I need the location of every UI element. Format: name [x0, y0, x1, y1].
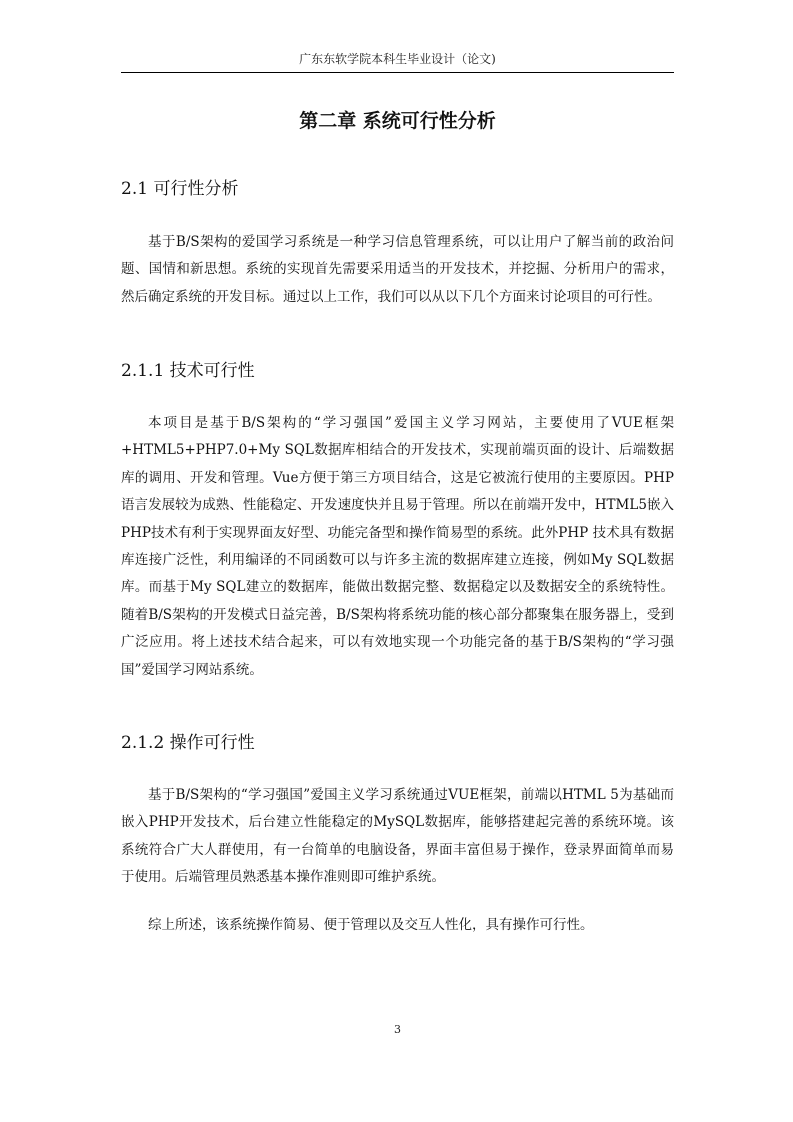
section-2-1-2-paragraph-1: 基于B/S架构的“学习强国”爱国主义学习系统通过VUE框架，前端以HTML 5为基础而嵌入PHP开发技术，后台建立性能稳定的MySQL数据库，能够搭建起完善的系统环境。该系统符合广大人群使用，有一台简单的电脑设备，界面丰富但易于操作，登录界面简单而易于使用。后端管理员熟悉基本操作准则即可维护系统。 [121, 787, 674, 886]
section-heading-2-1: 2.1 可行性分析 [121, 179, 239, 199]
section-2-1-1-paragraph: 本项目是基于B/S架构的“学习强国”爱国主义学习网站，主要使用了VUE框架+HTML5+PHP7.0+My SQL数据库相结合的开发技术，实现前端页面的设计、后端数据库的调用、开发和管理。Vue方便于第三方项目结合，这是它被流行使用的主要原因。PHP语言发展较为成熟、性能稳定、开发速度快并且易于管理。所以在前端开发中，HTML5嵌入PHP技术有利于实现界面友好型、功能完备型和操作简易型的系统。此外PHP 技术具有数据库连接广泛性，利用编译的不同函数可以与许多主流的数据库建立连接，例如My SQL数据库。而基于My SQL建立的数据库，能做出数据完整、数据稳定以及数据安全的系统特性。随着B/S架构的开发模式日益完善，B/S架构将系统功能的核心部分都聚集在服务器上，受到广泛应用。将上述技术结合起来，可以有效地实现一个功能完备的基于B/S架构的“学习强国”爱国学习网站系统。 [121, 415, 674, 678]
running-header: 广东东软学院本科生毕业设计（论文) [121, 48, 674, 73]
page-number: 3 [394, 1023, 401, 1036]
section-2-1-paragraph: 基于B/S架构的爱国学习系统是一种学习信息管理系统，可以让用户了解当前的政治问题、国情和新思想。系统的实现首先需要采用适当的开发技术，并挖掘、分析用户的需求，然后确定系统的开发目标。通过以上工作，我们可以从以下几个方面来讨论项目的可行性。 [121, 234, 674, 305]
chapter-title: 第二章 系统可行性分析 [299, 110, 496, 132]
section-2-1-2-paragraph-2: 综上所述，该系统操作简易、便于管理以及交互人性化，具有操作可行性。 [148, 917, 594, 933]
section-heading-2-1-2: 2.1.2 操作可行性 [121, 733, 255, 753]
section-heading-2-1-1: 2.1.1 技术可行性 [121, 361, 255, 381]
